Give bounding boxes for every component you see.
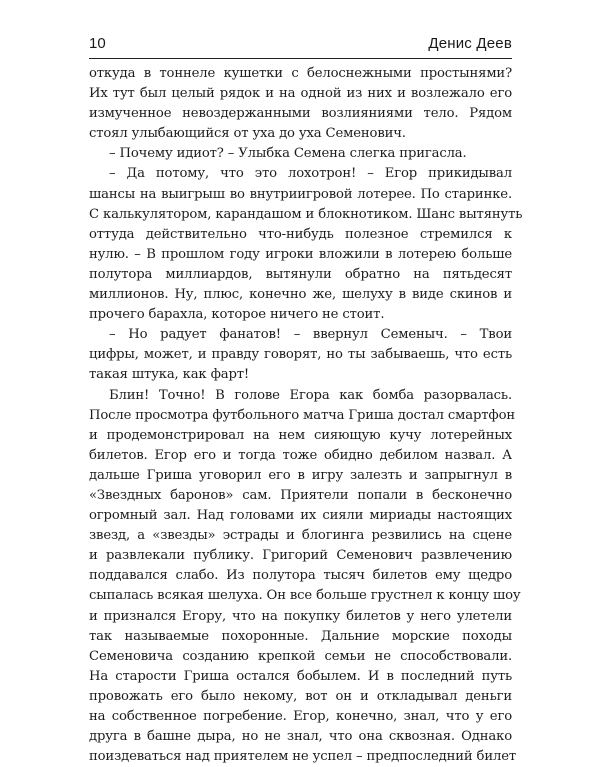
page-header bbox=[89, 35, 512, 57]
body-text bbox=[89, 64, 523, 767]
running-head-author: Денис Деев bbox=[428, 35, 512, 52]
text-line: миллионов. Ну, плюс, конечно же, шелуху в виде скинов и bbox=[89, 287, 512, 303]
text-line: – Да потому, что это лохотрон! – Егор прикидывал bbox=[109, 166, 512, 182]
text-line: на собственное погребение. Егор, конечно, знал, что у его bbox=[89, 709, 512, 724]
text-line: дальше Гриша уговорил его в игру залезть и запрыгнул в bbox=[89, 467, 512, 483]
text-line: оттуда действительно что-нибудь полезное стремился к bbox=[89, 226, 512, 242]
text-line: звезд, а «звезды» эстрады и блогинга резвились на сцене bbox=[89, 528, 512, 544]
text-line: измученное невоздержанными возлияниями тело. Рядом bbox=[89, 106, 512, 122]
page-number: 10 bbox=[89, 35, 106, 52]
text-line: – Но радует фанатов! – ввернул Семеныч. – Твои bbox=[109, 327, 512, 343]
text-line: и продемонстрировал на нем сияющую кучу лотерейных bbox=[89, 427, 512, 443]
text-line: так называемые похоронные. Дальние морские походы bbox=[89, 628, 512, 644]
text-line: провожать его было некому, вот он и откладывал деньги bbox=[89, 688, 512, 704]
text-line: такая штука, как фарт! bbox=[89, 367, 250, 383]
text-line: «Звездных баронов» сам. Приятели попали в бесконечно bbox=[89, 487, 512, 503]
text-line: друга в башне дыра, но не знал, что она сквозная. Однако bbox=[89, 729, 512, 745]
text-line: полутора миллиардов, вытянули обратно на пятьдесят bbox=[89, 266, 512, 282]
text-line: билетов. Егор его и тогда тоже обидно дебилом назвал. А bbox=[89, 447, 512, 463]
text-line: откуда в тоннеле кушетки с белоснежными простынями? bbox=[89, 66, 512, 81]
text-line: и признался Егору, что на покупку билетов у него улетели bbox=[89, 608, 512, 624]
text-line: С калькулятором, карандашом и блокнотиком. Шанс вытянуть bbox=[89, 206, 523, 222]
text-line: На старости Гриша остался бобылем. И в последний путь bbox=[89, 668, 512, 684]
text-line: прочего барахла, которое ничего не стоит. bbox=[89, 307, 385, 323]
text-line: и развлекали публику. Григорий Семенович развлечению bbox=[89, 548, 512, 564]
text-line: поиздеваться над приятелем не успел – предпоследний билет bbox=[89, 749, 516, 765]
text-line: огромный зал. Над головами их сияли мириады настоящих bbox=[89, 508, 512, 524]
text-line: сыпалась всякая шелуха. Он все больше грустнел к концу шоу bbox=[89, 588, 521, 604]
text-line: Блин! Точно! В голове Егора как бомба разорвалась. bbox=[109, 387, 512, 403]
text-line: поддавался слабо. Из полутора тысяч билетов ему щедро bbox=[89, 568, 512, 584]
text-line: цифры, может, и правду говорят, но ты забываешь, что есть bbox=[89, 347, 512, 363]
text-line: стоял улыбающийся от уха до уха Семенович. bbox=[89, 126, 406, 142]
text-line: Их тут был целый рядок и на одной из них и возлежало его bbox=[89, 86, 512, 102]
header-rule bbox=[89, 58, 512, 59]
text-line: нулю. – В прошлом году игроки вложили в лотерею больше bbox=[89, 246, 512, 262]
text-line: шансы на выигрыш во внутриигровой лотерее. По старинке. bbox=[89, 186, 512, 202]
text-line: После просмотра футбольного матча Гриша достал смартфон bbox=[89, 407, 516, 423]
text-line: Семеновича созданию крепкой семьи не способствовали. bbox=[89, 648, 512, 664]
text-line: – Почему идиот? – Улыбка Семена слегка пригасла. bbox=[109, 146, 467, 162]
